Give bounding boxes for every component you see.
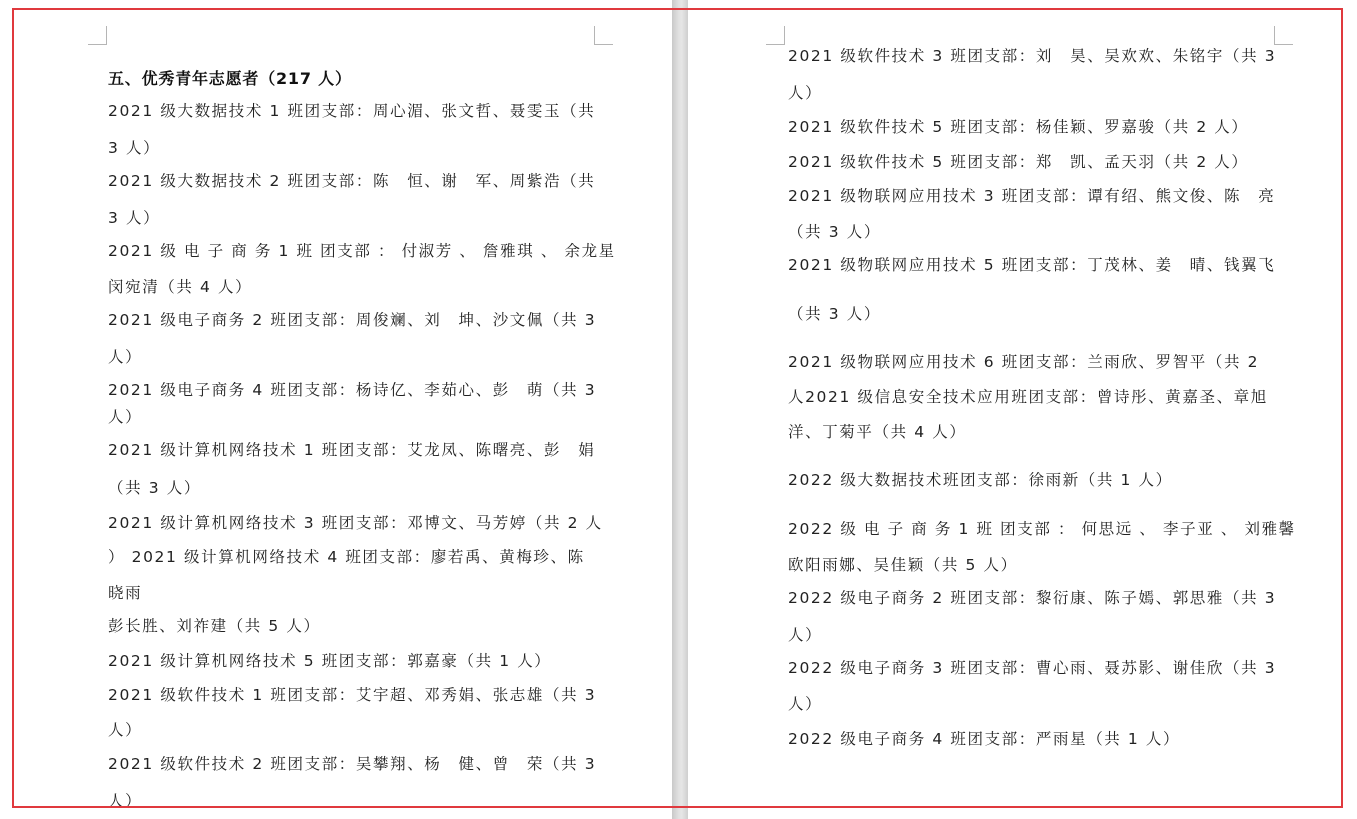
text-line: 2021 级大数据技术 1 班团支部：周心湄、张文哲、聂雯玉（共 xyxy=(108,102,596,120)
text-line: 人） xyxy=(108,348,143,366)
text-line: 人2021 级信息安全技术应用班团支部：曾诗彤、黄嘉圣、章旭 xyxy=(788,388,1268,406)
text-line: 2021 级物联网应用技术 6 班团支部：兰雨欣、罗智平（共 2 xyxy=(788,353,1260,371)
text-line: 人） xyxy=(108,408,143,426)
document-page-left xyxy=(0,0,672,819)
text-line: 人） xyxy=(108,721,143,739)
text-line: （共 3 人） xyxy=(788,305,881,323)
margin-corner-mark xyxy=(1274,26,1293,45)
text-line: 2021 级软件技术 1 班团支部：艾宇超、邓秀娟、张志雄（共 3 xyxy=(108,686,597,704)
text-line: 2021 级计算机网络技术 3 班团支部：邓博文、马芳婷（共 2 人 xyxy=(108,514,603,532)
text-line: 2021 级软件技术 3 班团支部：刘 昊、吴欢欢、朱铭宇（共 3 xyxy=(788,47,1277,65)
text-line: 2021 级软件技术 5 班团支部：杨佳颖、罗嘉骏（共 2 人） xyxy=(788,118,1249,136)
text-line: 人） xyxy=(788,84,823,102)
text-line: 人） xyxy=(788,626,823,644)
text-line: 晓雨 xyxy=(108,584,143,602)
text-line: 2021 级大数据技术 2 班团支部：陈 恒、谢 军、周紫浩（共 xyxy=(108,172,596,190)
text-line: （共 3 人） xyxy=(788,223,881,241)
text-line: 欧阳雨娜、吴佳颖（共 5 人） xyxy=(788,556,1018,574)
margin-corner-mark xyxy=(88,26,107,45)
text-line: 2021 级物联网应用技术 3 班团支部：谭有绍、熊文俊、陈 亮 xyxy=(788,187,1276,205)
text-line: 人） xyxy=(108,792,143,810)
text-line: 3 人） xyxy=(108,209,161,227)
text-line: 2021 级软件技术 2 班团支部：吴攀翔、杨 健、曾 荣（共 3 xyxy=(108,755,597,773)
text-line: 2022 级 电 子 商 务 1 班 团支部 ： 何思远 、 李子亚 、 刘雅馨 xyxy=(788,520,1296,538)
text-line: 2021 级计算机网络技术 5 班团支部：郭嘉豪（共 1 人） xyxy=(108,652,552,670)
text-line: 彭长胜、刘祚建（共 5 人） xyxy=(108,617,321,635)
text-line: 3 人） xyxy=(108,139,161,157)
text-line: 2022 级大数据技术班团支部：徐雨新（共 1 人） xyxy=(788,471,1173,489)
text-line: 人） xyxy=(788,695,823,713)
text-line: 2022 级电子商务 3 班团支部：曹心雨、聂苏影、谢佳欣（共 3 xyxy=(788,659,1277,677)
text-line: 2022 级电子商务 2 班团支部：黎衍康、陈子嫣、郭思雅（共 3 xyxy=(788,589,1277,607)
text-line: 2022 级电子商务 4 班团支部：严雨星（共 1 人） xyxy=(788,730,1181,748)
text-line: ） 2021 级计算机网络技术 4 班团支部：廖若禹、黄梅珍、陈 xyxy=(108,548,585,566)
text-line: 闵宛清（共 4 人） xyxy=(108,278,253,296)
text-line: 洋、丁菊平（共 4 人） xyxy=(788,423,967,441)
text-line: 2021 级计算机网络技术 1 班团支部：艾龙凤、陈曙亮、彭 娟 xyxy=(108,441,596,459)
margin-corner-mark xyxy=(766,26,785,45)
text-line: （共 3 人） xyxy=(108,479,201,497)
text-line: 2021 级 电 子 商 务 1 班 团支部 ： 付淑芳 、 詹雅琪 、 余龙星 xyxy=(108,242,616,260)
page-gutter xyxy=(672,0,688,819)
margin-corner-mark xyxy=(594,26,613,45)
section-heading: 五、优秀青年志愿者（217 人） xyxy=(108,69,352,88)
text-line: 2021 级电子商务 2 班团支部：周俊斓、刘 坤、沙文佩（共 3 xyxy=(108,311,597,329)
text-line: 2021 级电子商务 4 班团支部：杨诗亿、李茹心、彭 萌（共 3 xyxy=(108,381,597,399)
text-line: 2021 级软件技术 5 班团支部：郑 凯、孟天羽（共 2 人） xyxy=(788,153,1249,171)
text-line: 2021 级物联网应用技术 5 班团支部：丁茂林、姜 晴、钱翼飞 xyxy=(788,256,1276,274)
document-page-right xyxy=(688,0,1357,819)
